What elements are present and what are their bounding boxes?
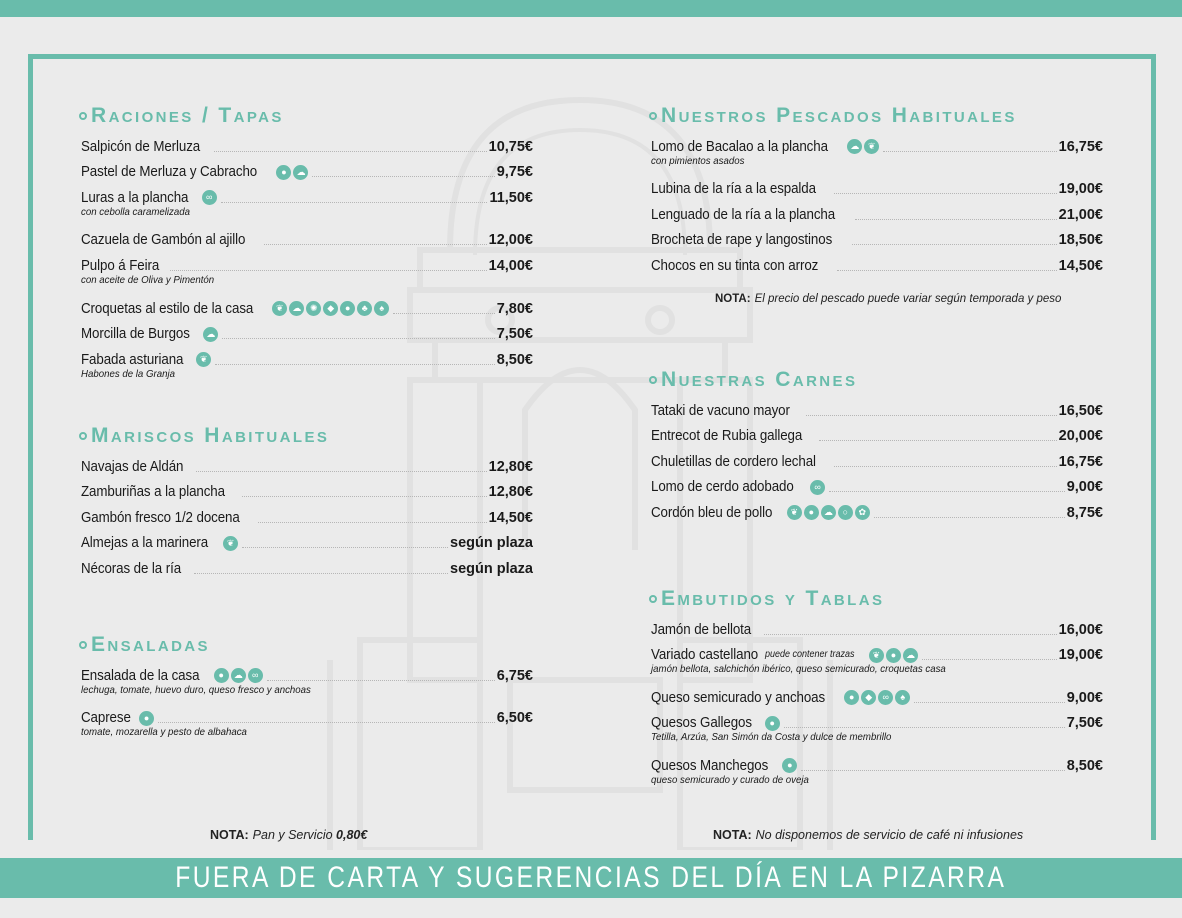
- dotted-leader: [264, 244, 487, 245]
- menu-item-name: Lenguado de la ría a la plancha: [651, 206, 836, 223]
- menu-item-price: 6,75€: [496, 667, 533, 684]
- dotted-leader: [221, 202, 488, 203]
- mustard-icon: ♠: [374, 301, 389, 316]
- menu-item-row: [81, 249, 533, 275]
- menu-item: [81, 181, 533, 224]
- daily-specials-banner: FUERA DE CARTA Y SUGERENCIAS DEL DÍA EN LA PIZARRA: [0, 858, 1182, 898]
- menu-item-price: 9,75€: [496, 164, 533, 181]
- menu-item-name-group: [651, 180, 830, 198]
- menu-item: [651, 198, 1103, 224]
- menu-item-name: Croquetas al estilo de la casa: [81, 300, 254, 317]
- allergen-icons: [223, 536, 238, 551]
- menu-item-price: 7,50€: [496, 326, 533, 343]
- menu-item-name-group: [651, 206, 851, 224]
- menu-item-price: 10,75€: [488, 138, 533, 155]
- egg-icon: ☁: [903, 648, 918, 663]
- menu-item-name-group: [651, 504, 870, 522]
- egg-icon: ☁: [231, 668, 246, 683]
- dotted-leader: [784, 727, 1065, 728]
- menu-item: [651, 471, 1103, 497]
- fish-icon: ◆: [861, 690, 876, 705]
- menu-item-name-group: [651, 257, 833, 275]
- menu-item-row: [651, 613, 1103, 639]
- menu-item-name: Zamburiñas a la plancha: [81, 484, 225, 501]
- menu-item: [81, 527, 533, 553]
- menu-item-name-group: [81, 667, 263, 685]
- gluten-icon: ❦: [196, 352, 211, 367]
- menu-item-row: [651, 496, 1103, 522]
- menu-item-name: Navajas de Aldán: [81, 458, 184, 475]
- menu-item-name: Quesos Manchegos: [651, 757, 769, 774]
- menu-item-name: Lomo de cerdo adobado: [651, 479, 794, 496]
- gluten-icon: ❦: [869, 648, 884, 663]
- menu-item-description: jamón bellota, salchichón ibérico, queso semicurado, croquetas casa: [651, 663, 946, 676]
- menu-item-name: Lomo de Bacalao a la plancha: [651, 138, 828, 155]
- menu-item-row: [81, 552, 533, 578]
- menu-item-price: 16,75€: [1058, 453, 1103, 470]
- menu-item-name-group: [81, 483, 238, 501]
- menu-item-name-group: [81, 138, 210, 156]
- menu-item: [651, 173, 1103, 199]
- menu-item-row: [651, 394, 1103, 420]
- circle-bullet-icon: [79, 432, 87, 440]
- milk-icon: ●: [340, 301, 355, 316]
- menu-item: [651, 749, 1103, 792]
- menu-item: [651, 224, 1103, 250]
- menu-item: [651, 130, 1103, 173]
- menu-item-name-group: [651, 453, 830, 471]
- menu-item: [81, 130, 533, 156]
- menu-item-price: 20,00€: [1058, 428, 1103, 445]
- milk-icon: ●: [765, 716, 780, 731]
- gluten-icon: ❦: [787, 505, 802, 520]
- menu-item-row: [81, 224, 533, 250]
- menu-item-description: con cebolla caramelizada: [81, 205, 191, 218]
- menu-item-row: [651, 707, 1103, 733]
- dotted-leader: [801, 770, 1064, 771]
- menu-item-row: [81, 702, 533, 728]
- top-accent-bar: [0, 0, 1182, 17]
- menu-item-name: Cordón bleu de pollo: [651, 504, 773, 521]
- allergen-icons: [202, 190, 217, 205]
- menu-item-name: Chuletillas de cordero lechal: [651, 453, 816, 470]
- menu-item: [651, 639, 1103, 682]
- milk-icon: ●: [782, 758, 797, 773]
- dotted-leader: [196, 471, 486, 472]
- menu-item-row: [81, 476, 533, 502]
- menu-item-name: Chocos en su tinta con arroz: [651, 257, 819, 274]
- no-coffee-note: NOTA: No disponemos de servicio de café ni infusiones: [713, 828, 1024, 842]
- fish-icon: ◆: [323, 301, 338, 316]
- section-title: Raciones / Tapas: [79, 103, 533, 129]
- dotted-leader: [194, 573, 448, 574]
- sulphite-icon: ∞: [202, 190, 217, 205]
- dotted-leader: [214, 151, 486, 152]
- menu-item-row: [651, 681, 1103, 707]
- allergen-icons: [847, 139, 879, 154]
- menu-item-row: [81, 450, 533, 476]
- menu-item-description: con aceite de Oliva y Pimentón: [81, 273, 215, 286]
- milk-icon: ●: [214, 668, 229, 683]
- menu-item: [651, 496, 1103, 522]
- dotted-leader: [258, 522, 487, 523]
- menu-item-name: Caprese: [81, 710, 131, 727]
- menu-item-description: lechuga, tomate, huevo duro, queso fresco y anchoas: [81, 683, 311, 696]
- sulphite-icon: ∞: [810, 480, 825, 495]
- menu-item-description: queso semicurado y curado de oveja: [651, 773, 809, 786]
- menu-item-price: 18,50€: [1058, 232, 1103, 249]
- menu-item-name-group: [81, 560, 190, 578]
- allergen-icons: [810, 480, 825, 495]
- frame-border-right: [1151, 54, 1156, 840]
- menu-item: [81, 343, 533, 386]
- section-title: Ensaladas: [79, 632, 533, 658]
- menu-item-name-group: [651, 478, 825, 496]
- menu-item-description: Tetilla, Arzúa, San Simón da Costa y dulce de membrillo: [651, 731, 892, 744]
- section-nuestras-carnes: [651, 367, 1103, 522]
- menu-item-row: [81, 343, 533, 369]
- allergen-icons: [782, 758, 797, 773]
- sulphite-icon: ∞: [248, 668, 263, 683]
- menu-item-name-group: [651, 646, 918, 664]
- menu-item-name-group: [651, 689, 910, 707]
- allergen-icons: [844, 690, 910, 705]
- menu-item-price: según plaza: [450, 535, 533, 552]
- circle-bullet-icon: [79, 112, 87, 120]
- section-title: Nuestras Carnes: [649, 367, 1103, 393]
- milk-icon: ●: [139, 711, 154, 726]
- section-raciones-tapas: [81, 103, 533, 386]
- menu-item-row: [651, 173, 1103, 199]
- menu-item-price: 7,50€: [1066, 715, 1103, 732]
- menu-item-name-group: [651, 402, 802, 420]
- menu-item-description: tomate, mozarella y pesto de albahaca: [81, 726, 247, 739]
- allergen-icons: [765, 716, 780, 731]
- menu-item-price: 9,00€: [1066, 689, 1103, 706]
- menu-item-name: Fabada asturiana: [81, 351, 184, 368]
- menu-item-price: 19,00€: [1058, 647, 1103, 664]
- menu-item: [651, 249, 1103, 275]
- section-pescados-habituales: [651, 103, 1103, 275]
- menu-item-row: [651, 198, 1103, 224]
- menu-item-name: Salpicón de Merluza: [81, 138, 201, 155]
- menu-item-price: 14,50€: [488, 509, 533, 526]
- egg-icon: ☁: [847, 139, 862, 154]
- menu-item-name-group: [81, 257, 166, 275]
- milk-icon: ●: [886, 648, 901, 663]
- menu-item-price: 8,50€: [1066, 757, 1103, 774]
- dotted-leader: [158, 722, 495, 723]
- menu-item-name: Cazuela de Gambón al ajillo: [81, 232, 246, 249]
- menu-item-price: 16,50€: [1058, 402, 1103, 419]
- menu-item-row: [81, 659, 533, 685]
- dotted-leader: [242, 496, 487, 497]
- menu-item-name-group: [651, 714, 780, 732]
- dotted-leader: [170, 270, 487, 271]
- menu-item-row: [651, 249, 1103, 275]
- bread-service-note: NOTA: Pan y Servicio 0,80€: [210, 828, 368, 842]
- menu-item-row: [651, 130, 1103, 156]
- menu-item-price: 16,75€: [1058, 138, 1103, 155]
- celery-icon: ♣: [357, 301, 372, 316]
- menu-item-name: Pulpo á Feira: [81, 257, 160, 274]
- section-ensaladas: [81, 632, 533, 744]
- menu-item-name-group: [81, 325, 218, 343]
- menu-item: [81, 552, 533, 578]
- allergen-icons: [272, 301, 389, 316]
- menu-item-price: 14,00€: [488, 257, 533, 274]
- menu-item-price: 16,00€: [1058, 621, 1103, 638]
- allergen-icons: [196, 352, 211, 367]
- soy-icon: ○: [838, 505, 853, 520]
- menu-item-description: Habones de la Granja: [81, 367, 175, 380]
- menu-item: [81, 501, 533, 527]
- dotted-leader: [874, 517, 1065, 518]
- dotted-leader: [312, 176, 494, 177]
- circle-bullet-icon: [649, 112, 657, 120]
- menu-item-name: Variado castellano: [651, 647, 759, 664]
- menu-item-name: Queso semicurado y anchoas: [651, 689, 826, 706]
- menu-item-row: [651, 445, 1103, 471]
- dotted-leader: [834, 466, 1056, 467]
- gluten-icon: ❦: [864, 139, 879, 154]
- menu-item-name-group: [81, 300, 389, 318]
- peanut-icon: ✿: [855, 505, 870, 520]
- dotted-leader: [914, 702, 1064, 703]
- menu-item-name: Morcilla de Burgos: [81, 326, 190, 343]
- menu-item-row: [81, 156, 533, 182]
- menu-item-name: Brocheta de rape y langostinos: [651, 232, 833, 249]
- menu-item-name: Luras a la plancha: [81, 189, 189, 206]
- menu-item: [81, 476, 533, 502]
- menu-item: [81, 156, 533, 182]
- milk-icon: ●: [804, 505, 819, 520]
- menu-item-name: Almejas a la marinera: [81, 535, 209, 552]
- menu-item-name: Lubina de la ría a la espalda: [651, 181, 816, 198]
- allergen-icons: [276, 165, 308, 180]
- dotted-leader: [855, 219, 1057, 220]
- dotted-leader: [837, 270, 1057, 271]
- menu-item: [81, 224, 533, 250]
- menu-item-name-group: [81, 534, 238, 552]
- dotted-leader: [267, 680, 495, 681]
- crustacean-icon: ✺: [306, 301, 321, 316]
- menu-item-price: 9,00€: [1066, 479, 1103, 496]
- menu-item-name-group: [81, 458, 192, 476]
- mustard-icon: ♠: [895, 690, 910, 705]
- dotted-leader: [393, 313, 494, 314]
- dotted-leader: [852, 244, 1057, 245]
- menu-item: [81, 318, 533, 344]
- menu-item-price: 11,50€: [489, 189, 533, 206]
- menu-item-row: [81, 181, 533, 207]
- menu-item-row: [81, 527, 533, 553]
- milk-icon: ●: [844, 690, 859, 705]
- dotted-leader: [222, 338, 494, 339]
- dotted-leader: [806, 415, 1057, 416]
- frame-border-top: [28, 54, 1156, 59]
- menu-item-row: [651, 224, 1103, 250]
- dotted-leader: [883, 151, 1056, 152]
- fish-price-note: NOTA: El precio del pescado puede variar según temporada y peso: [715, 293, 1062, 305]
- menu-item-row: [81, 318, 533, 344]
- menu-item-row: [651, 471, 1103, 497]
- menu-item-name-group: [651, 138, 879, 156]
- menu-item-name-group: [81, 509, 254, 527]
- section-embutidos-tablas: [651, 586, 1103, 792]
- dotted-leader: [829, 491, 1065, 492]
- allergen-icons: [203, 327, 218, 342]
- menu-item-name: Ensalada de la casa: [81, 667, 200, 684]
- menu-item-name: Quesos Gallegos: [651, 715, 752, 732]
- menu-item: [81, 249, 533, 292]
- menu-item: [651, 420, 1103, 446]
- menu-item: [651, 613, 1103, 639]
- frame-border-left: [28, 54, 33, 840]
- section-title: Nuestros Pescados Habituales: [649, 103, 1103, 129]
- allergen-icons: [214, 668, 263, 683]
- allergen-icons: [787, 505, 870, 520]
- menu-item-price: 21,00€: [1058, 206, 1103, 223]
- menu-item-name-group: [81, 351, 211, 369]
- menu-item-name: Jamón de bellota: [651, 621, 752, 638]
- menu-item-row: [81, 130, 533, 156]
- menu-item: [651, 445, 1103, 471]
- section-title: Mariscos Habituales: [79, 423, 533, 449]
- dotted-leader: [834, 193, 1056, 194]
- menu-item-row: [651, 749, 1103, 775]
- egg-icon: ☁: [821, 505, 836, 520]
- circle-bullet-icon: [79, 641, 87, 649]
- dotted-leader: [242, 547, 448, 548]
- allergen-icons: [139, 711, 154, 726]
- menu-item: [651, 394, 1103, 420]
- menu-item: [81, 659, 533, 702]
- milk-icon: ●: [276, 165, 291, 180]
- menu-item: [651, 681, 1103, 707]
- menu-item-name: Nécoras de la ría: [81, 560, 182, 577]
- menu-item-name: Entrecot de Rubia gallega: [651, 428, 803, 445]
- menu-item-description: con pimientos asados: [651, 154, 745, 167]
- menu-item-name-group: [651, 621, 760, 639]
- dotted-leader: [764, 634, 1057, 635]
- menu-item-name: Tataki de vacuno mayor: [651, 402, 790, 419]
- menu-item: [81, 702, 533, 745]
- allergen-icons: [869, 648, 918, 663]
- menu-item-row: [81, 292, 533, 318]
- menu-item: [81, 450, 533, 476]
- menu-item-name-group: [651, 757, 797, 775]
- menu-item-price: 19,00€: [1058, 181, 1103, 198]
- menu-item-price: 12,00€: [488, 232, 533, 249]
- dotted-leader: [215, 364, 494, 365]
- egg-icon: ☁: [293, 165, 308, 180]
- gluten-icon: ❦: [272, 301, 287, 316]
- menu-item-price: 6,50€: [496, 710, 533, 727]
- menu-item-price: 7,80€: [496, 300, 533, 317]
- dotted-leader: [819, 440, 1056, 441]
- menu-item-price: según plaza: [450, 560, 533, 577]
- menu-item-name-group: [81, 163, 308, 181]
- menu-item-name-group: [651, 427, 815, 445]
- menu-item-name: Pastel de Merluza y Cabracho: [81, 164, 258, 181]
- menu-item-row: [81, 501, 533, 527]
- section-title: Embutidos y Tablas: [649, 586, 1103, 612]
- gluten-icon: ❦: [223, 536, 238, 551]
- menu-item-name-group: [81, 709, 154, 727]
- menu-item-price: 14,50€: [1058, 257, 1103, 274]
- sulphite-icon: ∞: [878, 690, 893, 705]
- egg-icon: ☁: [203, 327, 218, 342]
- menu-item-row: [651, 420, 1103, 446]
- dotted-leader: [922, 659, 1057, 660]
- menu-item-name: Gambón fresco 1/2 docena: [81, 509, 240, 526]
- section-mariscos-habituales: [81, 423, 533, 578]
- allergen-traces-note: puede contener trazas: [765, 649, 856, 661]
- menu-item-row: [651, 639, 1103, 665]
- menu-item-name-group: [651, 231, 848, 249]
- circle-bullet-icon: [649, 595, 657, 603]
- circle-bullet-icon: [649, 376, 657, 384]
- menu-item: [651, 707, 1103, 750]
- menu-item-price: 12,80€: [488, 484, 533, 501]
- egg-icon: ☁: [289, 301, 304, 316]
- menu-item-price: 8,50€: [496, 351, 533, 368]
- menu-item: [81, 292, 533, 318]
- menu-item-price: 12,80€: [488, 458, 533, 475]
- menu-item-name-group: [81, 231, 260, 249]
- menu-item-name-group: [81, 189, 217, 207]
- menu-item-price: 8,75€: [1066, 504, 1103, 521]
